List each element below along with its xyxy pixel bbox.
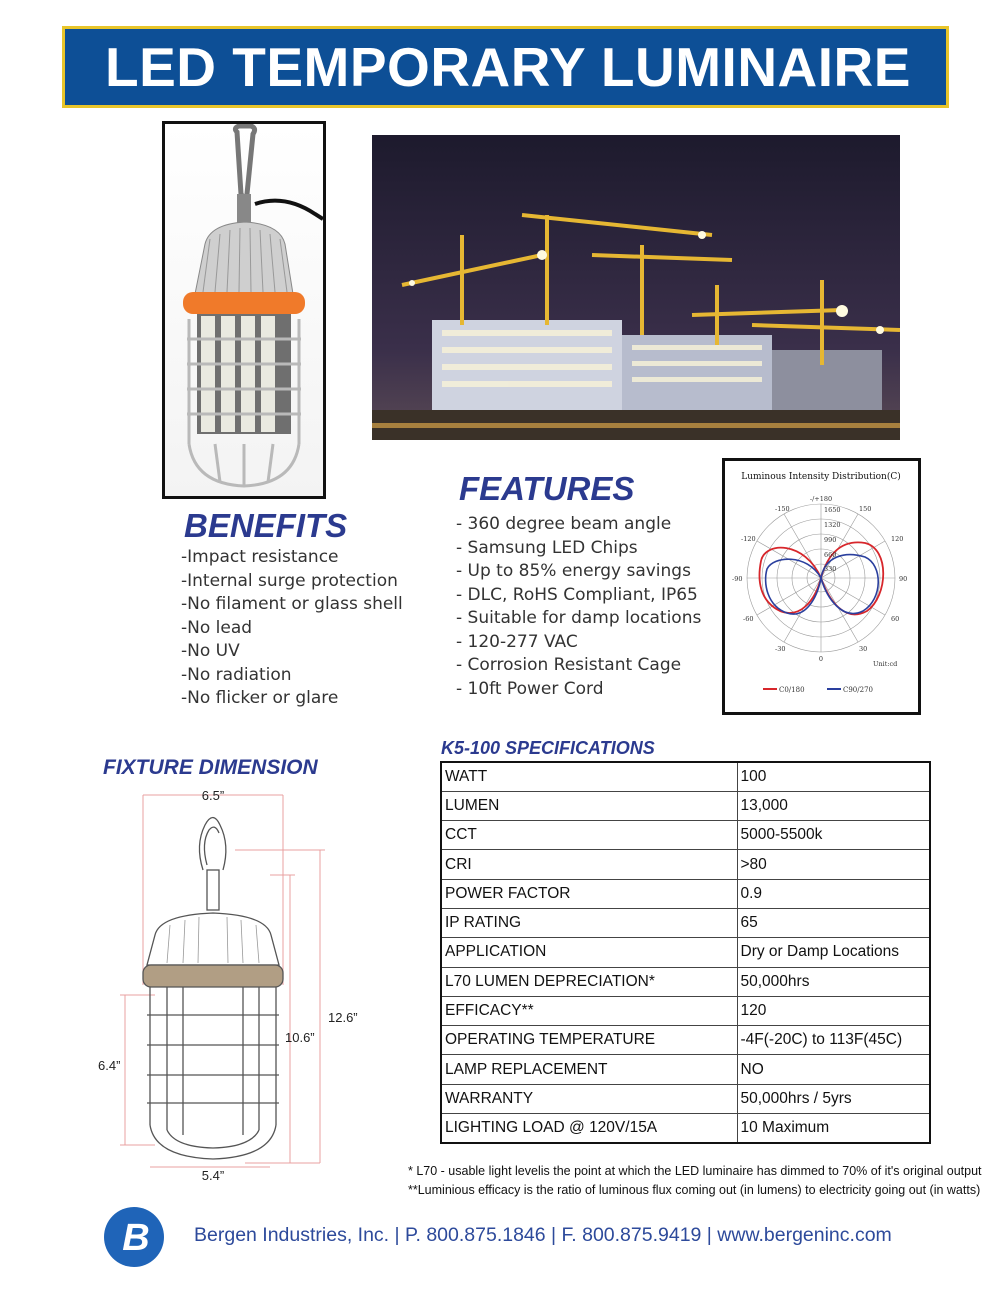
page-title: LED TEMPORARY LUMINAIRE	[105, 36, 911, 98]
dimension-diagram	[95, 785, 385, 1185]
dim-height-cage: 6.4”	[98, 1058, 121, 1073]
angle-label: 60	[891, 615, 900, 623]
spec-label: WARRANTY	[441, 1084, 737, 1113]
table-row	[441, 1055, 930, 1084]
list-item: -No radiation	[181, 664, 292, 685]
spec-label: LAMP REPLACEMENT	[441, 1055, 737, 1084]
radial-label: 990	[824, 536, 837, 544]
legend-c0-180: C0/180	[779, 686, 805, 694]
spec-value: 120	[737, 996, 930, 1025]
specifications-table	[440, 761, 931, 1144]
list-item: - Suitable for damp locations	[456, 608, 702, 628]
dim-height-total: 12.6”	[328, 1010, 358, 1025]
spec-label: WATT	[441, 762, 737, 791]
company-contact: Bergen Industries, Inc. | P. 800.875.1846 | F. 800.875.9419 | www.bergeninc.com	[194, 1224, 892, 1246]
table-row	[441, 762, 930, 791]
spec-value: 50,000hrs / 5yrs	[737, 1084, 930, 1113]
angle-label: 90	[899, 575, 908, 583]
footnote-efficacy: **Luminious efficacy is the ratio of luminous flux coming out (in lumens) to electricity going out (in watts)	[408, 1183, 981, 1197]
spec-label: L70 LUMEN DEPRECIATION*	[441, 967, 737, 996]
spec-value: 0.9	[737, 879, 930, 908]
spec-value: 65	[737, 908, 930, 937]
spec-label: IP RATING	[441, 908, 737, 937]
polar-plot	[725, 461, 918, 712]
list-item: -Impact resistance	[181, 547, 339, 567]
table-row	[441, 879, 930, 908]
spec-value: 5000-5500k	[737, 821, 930, 850]
angle-label: -60	[743, 615, 754, 623]
spec-label: CRI	[441, 850, 737, 879]
dim-width-bottom: 5.4”	[201, 1168, 225, 1183]
spec-value: 13,000	[737, 791, 930, 820]
night-construction-illustration	[372, 135, 900, 440]
fixture-dimension-heading: FIXTURE DIMENSION	[103, 756, 318, 779]
luminaire-illustration	[165, 124, 323, 496]
table-row	[441, 1026, 930, 1055]
luminous-intensity-chart	[722, 458, 921, 715]
spec-value: Dry or Damp Locations	[737, 938, 930, 967]
list-item: - Up to 85% energy savings	[456, 561, 691, 581]
dim-width-top: 6.5”	[201, 788, 225, 803]
table-row	[441, 967, 930, 996]
product-photo	[162, 121, 326, 499]
angle-label: -150	[775, 505, 790, 513]
table-row	[441, 821, 930, 850]
spec-label: APPLICATION	[441, 938, 737, 967]
list-item: - 360 degree beam angle	[456, 514, 672, 534]
benefits-heading: BENEFITS	[184, 507, 348, 544]
spec-value: 10 Maximum	[737, 1114, 930, 1143]
angle-label: -90	[732, 575, 743, 583]
table-row	[441, 1114, 930, 1143]
svg-text:B: B	[122, 1217, 150, 1259]
table-row	[441, 850, 930, 879]
legend-c90-270: C90/270	[843, 686, 873, 694]
chart-title: Luminous Intensity Distribution(C)	[741, 472, 901, 482]
spec-label: EFFICACY**	[441, 996, 737, 1025]
unit-label: Unit:cd	[873, 660, 898, 668]
list-item: - 120-277 VAC	[456, 631, 578, 652]
angle-label: 150	[859, 505, 872, 513]
spec-value: -4F(-20C) to 113F(45C)	[737, 1026, 930, 1055]
angle-label: -/+180	[809, 495, 833, 503]
table-row	[441, 938, 930, 967]
dim-height-body: 10.6”	[285, 1030, 315, 1045]
radial-label: 330	[824, 565, 837, 573]
title-banner	[62, 26, 949, 108]
spec-value: NO	[737, 1055, 930, 1084]
spec-value: 50,000hrs	[737, 967, 930, 996]
list-item: -No filament or glass shell	[181, 594, 403, 614]
spec-label: POWER FACTOR	[441, 879, 737, 908]
features-heading: FEATURES	[459, 470, 635, 507]
company-logo	[103, 1206, 165, 1268]
list-item: -No UV	[181, 641, 240, 661]
construction-site-photo	[372, 135, 900, 440]
footnote-l70: * L70 - usable light levelis the point at which the LED luminaire has dimmed to 70% of it's original output	[408, 1164, 982, 1178]
list-item: - DLC, RoHS Compliant, IP65	[456, 584, 698, 605]
spec-label: CCT	[441, 821, 737, 850]
spec-value: 100	[737, 762, 930, 791]
angle-label: 0	[818, 655, 824, 663]
spec-label: OPERATING TEMPERATURE	[441, 1026, 737, 1055]
list-item: -Internal surge protection	[181, 570, 398, 591]
list-item: -No lead	[181, 617, 253, 638]
angle-label: 120	[891, 535, 904, 543]
table-row	[441, 791, 930, 820]
spec-label: LIGHTING LOAD @ 120V/15A	[441, 1114, 737, 1143]
specifications-heading: K5-100 SPECIFICATIONS	[441, 738, 655, 758]
list-item: - Samsung LED Chips	[456, 537, 638, 558]
table-row	[441, 1084, 930, 1113]
spec-value: >80	[737, 850, 930, 879]
series-c90-270-curve	[766, 555, 879, 614]
angle-label: -30	[775, 645, 786, 653]
angle-label: -120	[741, 535, 756, 543]
benefits-list	[181, 546, 403, 711]
radial-label: 1650	[824, 506, 841, 514]
fixture-dimension-drawing	[95, 785, 385, 1185]
table-row	[441, 996, 930, 1025]
table-row	[441, 908, 930, 937]
list-item: - 10ft Power Cord	[456, 678, 604, 699]
spec-label: LUMEN	[441, 791, 737, 820]
features-list	[456, 513, 701, 701]
angle-label: 30	[859, 645, 868, 653]
list-item: - Corrosion Resistant Cage	[456, 655, 682, 675]
list-item: -No flicker or glare	[181, 688, 339, 708]
radial-label: 1320	[824, 521, 841, 529]
radial-label: 660	[824, 551, 837, 559]
